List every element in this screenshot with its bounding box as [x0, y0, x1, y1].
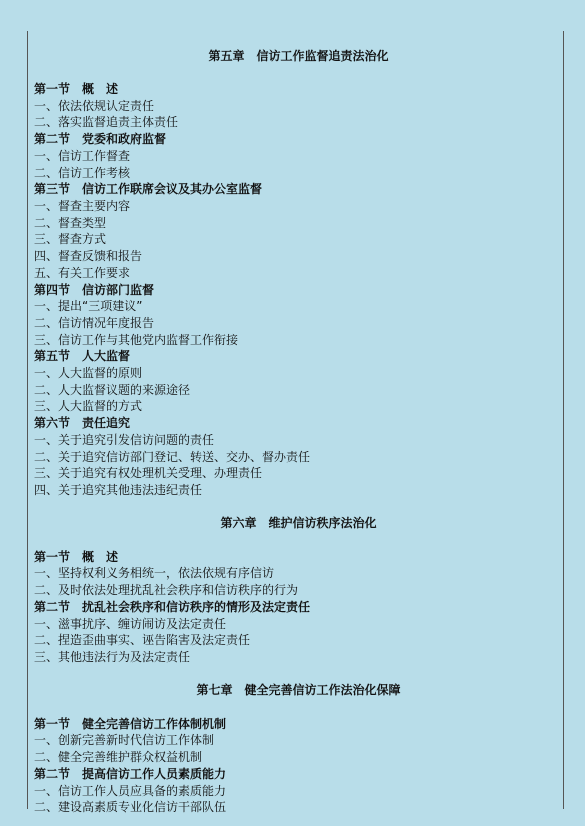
list-item: 二、捏造歪曲事实、诬告陷害及法定责任 — [34, 633, 251, 648]
list-item: 三、其他违法行为及法定责任 — [34, 649, 191, 664]
list-item: 一、督查主要内容 — [34, 199, 131, 213]
blank-line — [34, 31, 563, 48]
section-heading: 第六节 责任追究 — [34, 416, 131, 431]
section-heading: 第四节 信访部门监督 — [34, 282, 155, 297]
list-item: 一、创新完善新时代信访工作体制 — [34, 733, 215, 748]
list-item: 一、依法依规认定责任 — [34, 98, 155, 113]
list-item: 二、信访工作考核 — [34, 165, 131, 180]
list-item: 三、督查方式 — [34, 232, 107, 247]
list-item: 二、健全完善维护群众权益机制 — [34, 750, 203, 765]
list-item: 二、建设高素质专业化信访干部队伍 — [34, 800, 227, 815]
list-item: 二、落实监督追责主体责任 — [34, 115, 179, 130]
blank-line — [34, 666, 563, 683]
chapter-heading: 第五章 信访工作监督追责法治化 — [208, 48, 389, 63]
list-item: 四、督查反馈和报告 — [34, 249, 143, 264]
list-item: 五、有关工作要求 — [34, 265, 131, 280]
list-item: 四、关于追究其他违法违纪责任 — [34, 482, 203, 497]
list-item: 一、人大监督的原则 — [34, 366, 143, 381]
section-heading: 第一节 概 述 — [34, 82, 119, 97]
list-item: 二、信访情况年度报告 — [34, 315, 155, 330]
list-item: 一、信访工作督查 — [34, 148, 131, 163]
blank-line — [34, 499, 563, 516]
list-item: 一、坚持权利义务相统一，依法依规有序信访 — [34, 566, 275, 581]
list-item: 一、提出“三项建议” — [34, 299, 143, 314]
list-item: 二、督查类型 — [34, 215, 107, 230]
list-item: 二、关于追究信访部门登记、转送、交办、督办责任 — [34, 449, 311, 464]
list-item: 二、及时依法处理扰乱社会秩序和信访秩序的行为 — [34, 583, 299, 598]
blank-line — [34, 532, 563, 549]
table-of-contents — [27, 31, 564, 815]
section-heading: 第一节 概 述 — [34, 549, 119, 564]
section-heading: 第一节 健全完善信访工作体制机制 — [34, 716, 227, 731]
section-heading: 第二节 提高信访工作人员素质能力 — [34, 766, 227, 781]
list-item: 二、人大监督议题的来源途径 — [34, 382, 191, 397]
chapter-heading: 第七章 健全完善信访工作法治化保障 — [196, 683, 401, 698]
section-heading: 第二节 扰乱社会秩序和信访秩序的情形及法定责任 — [34, 599, 311, 614]
list-item: 一、信访工作人员应具备的素质能力 — [34, 783, 227, 798]
section-heading: 第三节 信访工作联席会议及其办公室监督 — [34, 182, 263, 197]
blank-line — [34, 64, 563, 81]
section-heading: 第五节 人大监督 — [34, 349, 131, 364]
list-item: 三、关于追究有权处理机关受理、办理责任 — [34, 466, 263, 481]
list-item: 三、人大监督的方式 — [34, 399, 143, 414]
list-item: 三、信访工作与其他党内监督工作衔接 — [34, 332, 239, 347]
list-item: 一、关于追究引发信访问题的责任 — [34, 432, 215, 447]
blank-line — [34, 699, 563, 716]
chapter-heading: 第六章 维护信访秩序法治化 — [220, 516, 377, 531]
section-heading: 第二节 党委和政府监督 — [34, 132, 167, 147]
list-item: 一、滋事扰序、缠访闹访及法定责任 — [34, 616, 227, 631]
